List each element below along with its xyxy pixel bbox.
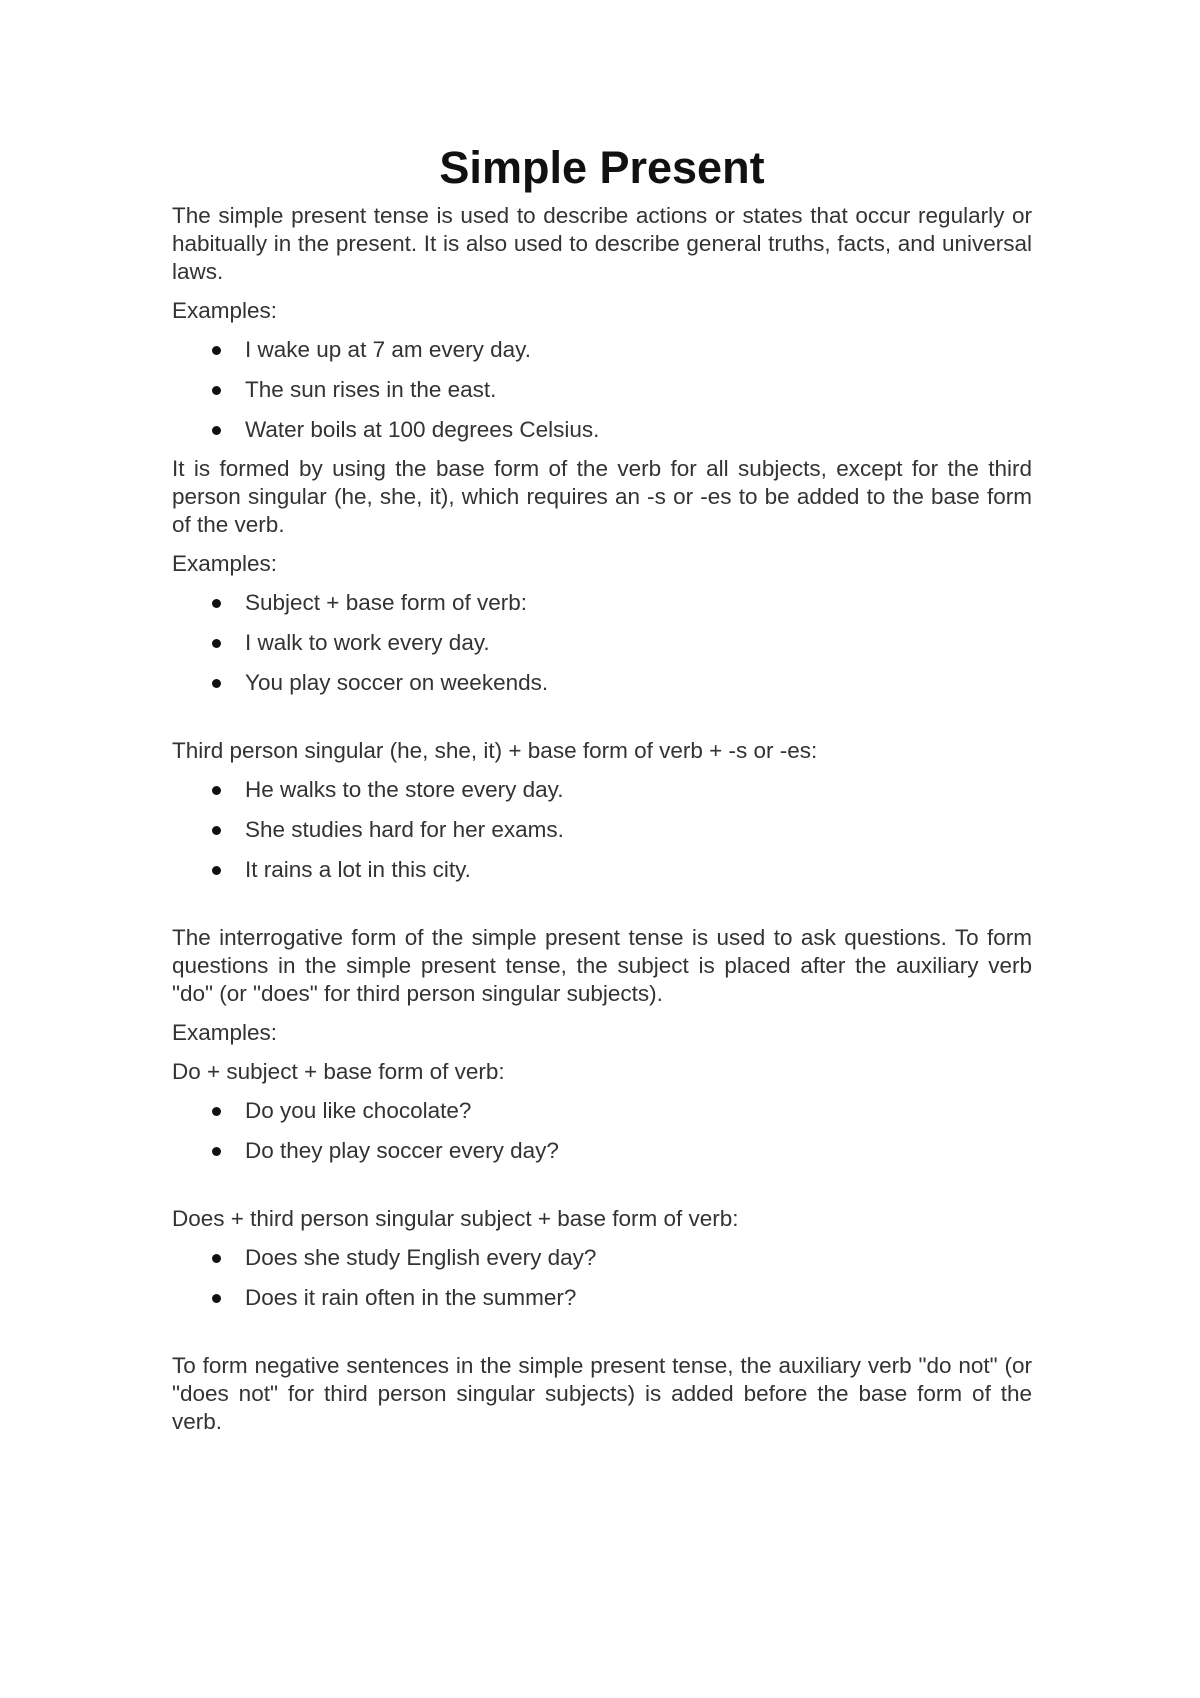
- examples-label: Examples:: [172, 298, 278, 323]
- formation-paragraph: It is formed by using the base form of the verb for all subjects, except for the third person singular (he, she, it), which requires an -s or -es to be added to the base form of the verb.: [172, 456, 1032, 537]
- interrogative-paragraph: The interrogative form of the simple present tense is used to ask questions. To form questions in the simple present tense, the subject is placed after the auxiliary verb "do" (or "does" for third person singular subjects).: [172, 925, 1032, 1006]
- bullet-icon: [212, 639, 221, 648]
- does-formula-label: Does + third person singular subject + base form of verb:: [172, 1206, 739, 1231]
- document-page: [172, 140, 1032, 1447]
- intro-paragraph: The simple present tense is used to describe actions or states that occur regularly or habitually in the present. It is also used to describe general truths, facts, and universal laws.: [172, 203, 1032, 284]
- list-item: [172, 856, 1032, 884]
- bullet-icon: [212, 679, 221, 688]
- examples-label: Examples:: [172, 551, 278, 576]
- bullet-icon: [212, 1147, 221, 1156]
- bullet-icon: [212, 599, 221, 608]
- list-item: [172, 1284, 1032, 1312]
- bullet-icon: [212, 786, 221, 795]
- list-item-text: Do you like chocolate?: [245, 1098, 472, 1123]
- bullet-icon: [212, 866, 221, 875]
- bullet-icon: [212, 1254, 221, 1263]
- list-item-text: I wake up at 7 am every day.: [245, 337, 531, 362]
- list-item: [172, 336, 1032, 364]
- bullet-icon: [212, 386, 221, 395]
- list-item-text: He walks to the store every day.: [245, 777, 564, 802]
- bullet-icon: [212, 1294, 221, 1303]
- list-item-text: Does she study English every day?: [245, 1245, 597, 1270]
- list-item-text: Subject + base form of verb:: [245, 590, 528, 615]
- bullet-icon: [212, 826, 221, 835]
- bullet-icon: [212, 1107, 221, 1116]
- list-item: [172, 1244, 1032, 1272]
- list-item: [172, 776, 1032, 804]
- list-item-text: It rains a lot in this city.: [245, 857, 471, 882]
- list-item-text: She studies hard for her exams.: [245, 817, 564, 842]
- bullet-icon: [212, 426, 221, 435]
- do-formula-label: Do + subject + base form of verb:: [172, 1059, 505, 1084]
- document-title: Simple Present: [439, 142, 765, 193]
- list-item-text: Do they play soccer every day?: [245, 1138, 559, 1163]
- third-person-label: Third person singular (he, she, it) + base form of verb + -s or -es:: [172, 738, 818, 763]
- examples-list: [172, 776, 1032, 884]
- list-item: [172, 669, 1032, 697]
- examples-list: [172, 336, 1032, 444]
- examples-list: [172, 1244, 1032, 1312]
- list-item: [172, 629, 1032, 657]
- list-item-text: I walk to work every day.: [245, 630, 490, 655]
- list-item: [172, 589, 1032, 617]
- list-item: [172, 1097, 1032, 1125]
- examples-list: [172, 589, 1032, 697]
- list-item: [172, 816, 1032, 844]
- negative-paragraph: To form negative sentences in the simple present tense, the auxiliary verb "do not" (or "does not" for third person singular subjects) is added before the base form of the verb.: [172, 1353, 1032, 1434]
- list-item-text: The sun rises in the east.: [245, 377, 497, 402]
- list-item: [172, 1137, 1032, 1165]
- list-item: [172, 416, 1032, 444]
- examples-label: Examples:: [172, 1020, 278, 1045]
- list-item-text: Water boils at 100 degrees Celsius.: [245, 417, 600, 442]
- list-item-text: Does it rain often in the summer?: [245, 1285, 577, 1310]
- bullet-icon: [212, 346, 221, 355]
- list-item: [172, 376, 1032, 404]
- examples-list: [172, 1097, 1032, 1165]
- list-item-text: You play soccer on weekends.: [245, 670, 549, 695]
